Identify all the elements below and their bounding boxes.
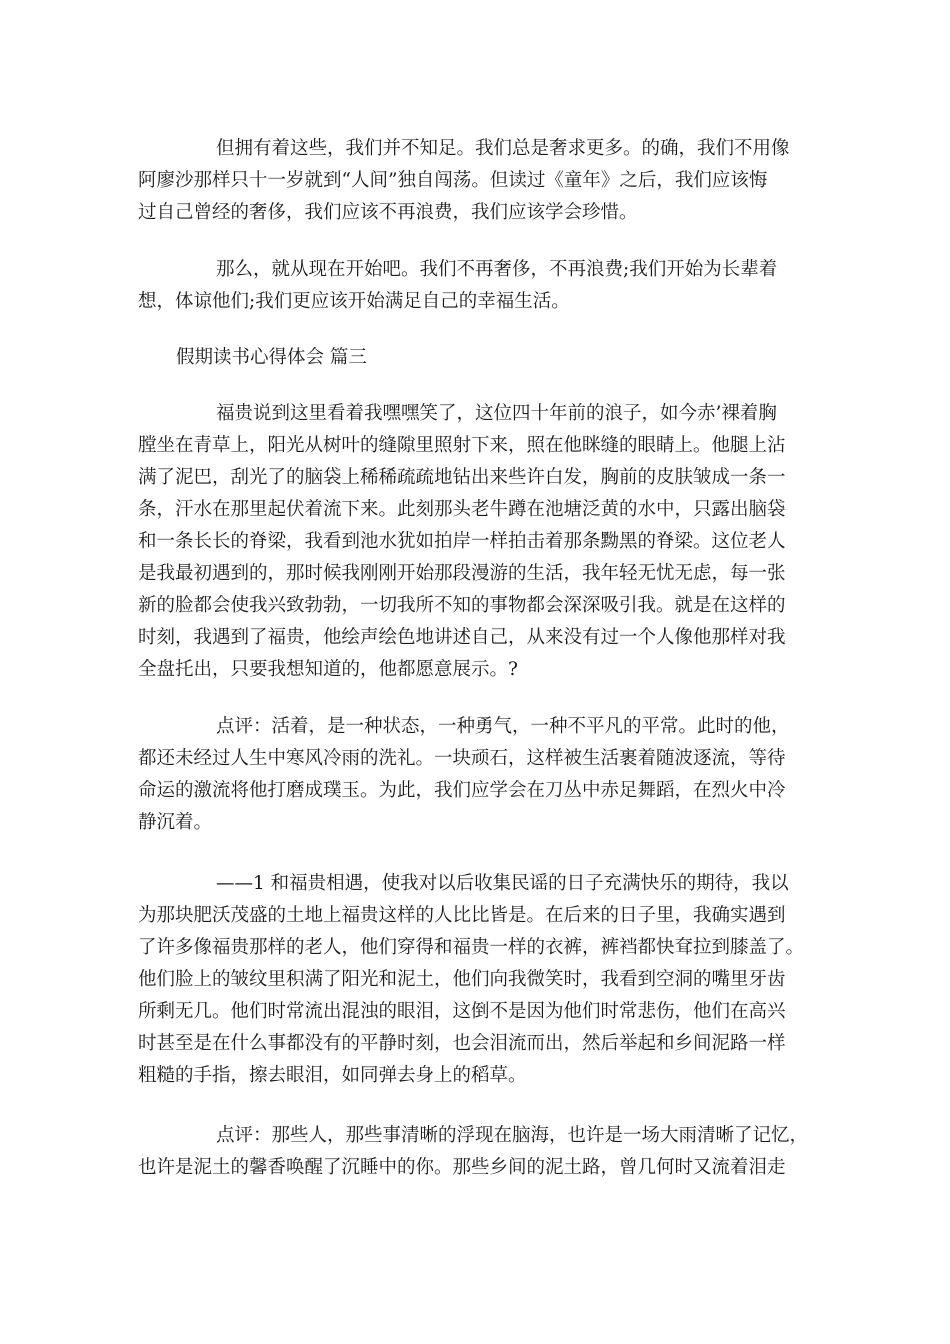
paragraph-line: ——1 和福贵相遇，使我对以后收集民谣的日子充满快乐的期待，我以 <box>216 873 789 894</box>
paragraph-4 <box>138 711 818 839</box>
paragraph-line: 静沉着。 <box>138 812 213 833</box>
paragraph-5 <box>138 868 818 1092</box>
paragraph-line: 他们脸上的皱纹里积满了阳光和泥土，他们向我微笑时，我看到空洞的嘴里牙齿 <box>138 969 786 990</box>
paragraph-line: 过自己曾经的奢侈，我们应该不再浪费，我们应该学会珍惜。 <box>138 202 638 223</box>
section-heading: 假期读书心得体会 篇三 <box>176 347 367 368</box>
paragraph-6 <box>138 1120 818 1184</box>
paragraph-line: 新的脸都会使我兴致勃勃，一切我所不知的事物都会深深吸引我。就是在这样的 <box>138 595 786 616</box>
paragraph-line: 想，体谅他们;我们更应该开始满足自己的幸福生活。 <box>138 291 570 312</box>
paragraph-line: 所剩无几。他们时常流出混浊的眼泪，这倒不是因为他们时常悲伤，他们在高兴 <box>138 1001 786 1022</box>
paragraph-line: 但拥有着这些，我们并不知足。我们总是奢求更多。的确，我们不用像 <box>216 138 790 159</box>
paragraph-line: 满了泥巴，刮光了的脑袋上稀稀疏疏地钻出来些许白发，胸前的皮肤皱成一条一 <box>138 467 786 488</box>
paragraph-line: 和一条长长的脊梁，我看到池水犹如拍岸一样拍击着那条黝黑的脊梁。这位老人 <box>138 531 786 552</box>
paragraph-line: 时刻，我遇到了福贵，他绘声绘色地讲述自己，从来没有过一个人像他那样对我 <box>138 627 786 648</box>
paragraph-line: 时甚至是在什么事都没有的平静时刻，也会泪流而出，然后举起和乡间泥路一样 <box>138 1033 786 1054</box>
paragraph-2 <box>138 254 818 318</box>
paragraph-line: 为那块肥沃茂盛的土地上福贵这样的人比比皆是。在后来的日子里，我确实遇到 <box>138 905 786 926</box>
paragraph-line: 粗糙的手指，擦去眼泪，如同弹去身上的稻草。 <box>138 1065 527 1086</box>
paragraph-line: 点评：活着，是一种状态，一种勇气，一种不平凡的平常。此时的他， <box>216 716 790 737</box>
paragraph-line: 膛坐在青草上，阳光从树叶的缝隙里照射下来，照在他眯缝的眼睛上。他腿上沾 <box>138 435 786 456</box>
paragraph-line: 了许多像福贵那样的老人，他们穿得和福贵一样的衣裤，裤裆都快耷拉到膝盖了。 <box>138 937 805 958</box>
paragraph-line: 都还未经过人生中寒风冷雨的洗礼。一块顽石，这样被生活裹着随波逐流，等待 <box>138 748 786 769</box>
paragraph-line: 也许是泥土的馨香唤醒了沉睡中的你。那些乡间的泥土路，曾几何时又流着泪走 <box>138 1157 786 1178</box>
paragraph-3 <box>138 398 818 686</box>
paragraph-line: 福贵说到这里看着我嘿嘿笑了，这位四十年前的浪子，如今赤’裸着胸 <box>216 403 777 424</box>
paragraph-line: 命运的激流将他打磨成璞玉。为此，我们应学会在刀丛中赤足舞蹈，在烈火中冷 <box>138 780 786 801</box>
paragraph-line: 阿廖沙那样只十一岁就到“人间”独自闯荡。但读过《童年》之后，我们应该悔 <box>138 170 768 191</box>
paragraph-line: 条，汗水在那里起伏着流下来。此刻那头老牛蹲在池塘泛黄的水中，只露出脑袋 <box>138 499 786 520</box>
paragraph-line: 是我最初遇到的，那时候我刚刚开始那段漫游的生活，我年轻无忧无虑，每一张 <box>138 563 786 584</box>
paragraph-line: 那么，就从现在开始吧。我们不再奢侈，不再浪费;我们开始为长辈着 <box>216 259 778 280</box>
paragraph-line: 全盘托出，只要我想知道的，他都愿意展示。? <box>138 659 518 680</box>
paragraph-line: 点评：那些人，那些事清晰的浮现在脑海，也许是一场大雨清晰了记忆， <box>216 1125 809 1146</box>
paragraph-1 <box>138 133 818 229</box>
